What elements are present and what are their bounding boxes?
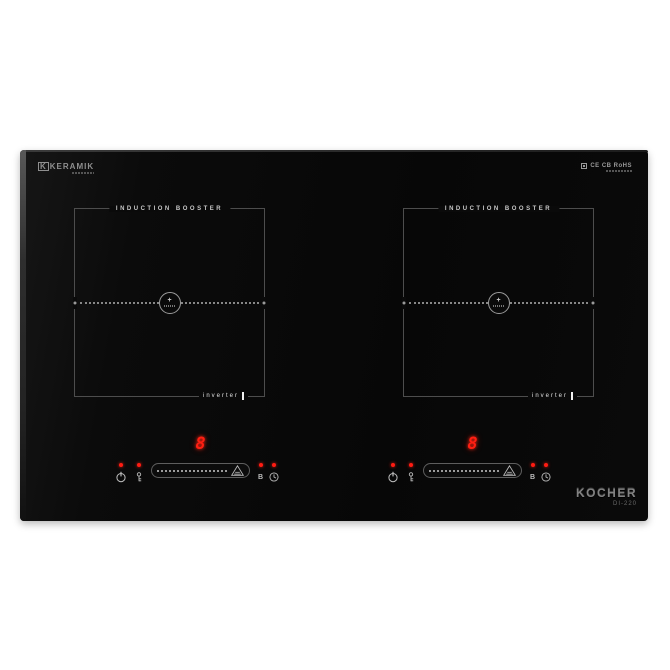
timer-button[interactable] [269,463,279,483]
power-button[interactable] [387,463,399,483]
power-slider[interactable] [423,463,522,478]
boost-button[interactable] [258,463,263,483]
zone-title: INDUCTION BOOSTER [438,206,559,212]
cooking-zone-left [74,208,265,397]
power-icon [387,471,399,483]
cooktop-glass-panel [20,150,648,521]
power-slider[interactable] [151,463,250,478]
boost-button[interactable] [530,463,535,483]
inverter-text: inverter [202,393,239,399]
certification-marks [581,163,632,172]
glass-brand-logo [38,162,94,174]
dotline-end-dot [74,301,77,304]
inverter-label-group [199,392,248,400]
cert-text: CE CB RoHS [590,163,632,169]
keramik-text: KERAMIK [49,162,95,171]
brand-name: KOCHER [575,486,637,500]
inverter-flag-mark [242,392,244,400]
timer-indicator-led [272,463,276,467]
key-icon [135,471,143,483]
slider-max-icon [231,465,244,477]
cert-subtext-line [606,170,632,172]
keramik-k-mark: K [40,162,47,171]
power-button[interactable] [115,463,127,483]
cooking-zone-right [403,208,594,397]
glass-top-edge [26,150,648,152]
inverter-label-group [528,392,577,400]
boost-indicator-led [531,463,535,467]
key-icon [407,471,415,483]
model-number: DI-220 [612,501,637,507]
booster-watt-line [164,305,175,307]
boost-icon: B [530,473,536,481]
booster-watt-line [493,305,504,307]
cert-square-icon [581,163,587,169]
brand-logo-group [576,486,637,507]
lock-button[interactable] [407,463,415,483]
keramik-subtext-line [72,172,94,174]
timer-clock-icon [269,471,279,483]
zone-title: INDUCTION BOOSTER [109,206,230,212]
power-indicator-led [391,463,395,467]
lock-indicator-led [137,463,141,467]
power-indicator-led [119,463,123,467]
inverter-text: inverter [531,393,568,399]
dotline-end-dot [592,301,595,304]
booster-center-mark [488,292,510,314]
boost-indicator-led [259,463,263,467]
dotline-end-dot [403,301,406,304]
dotline-end-dot [263,301,266,304]
booster-plus: + [167,297,172,304]
lock-indicator-led [409,463,413,467]
lock-button[interactable] [135,463,143,483]
slider-max-icon [503,465,516,477]
booster-plus: + [496,297,501,304]
power-level-display: 8 [195,434,206,454]
power-level-display: 8 [467,434,478,454]
inverter-flag-mark [571,392,573,400]
slider-tick-marks [157,470,227,472]
glass-left-edge [20,150,26,521]
control-panel-right [387,434,551,483]
timer-indicator-led [544,463,548,467]
booster-center-mark [159,292,181,314]
slider-tick-marks [429,470,499,472]
timer-button[interactable] [541,463,551,483]
boost-icon: B [258,473,264,481]
timer-clock-icon [541,471,551,483]
power-icon [115,471,127,483]
control-panel-left [115,434,279,483]
